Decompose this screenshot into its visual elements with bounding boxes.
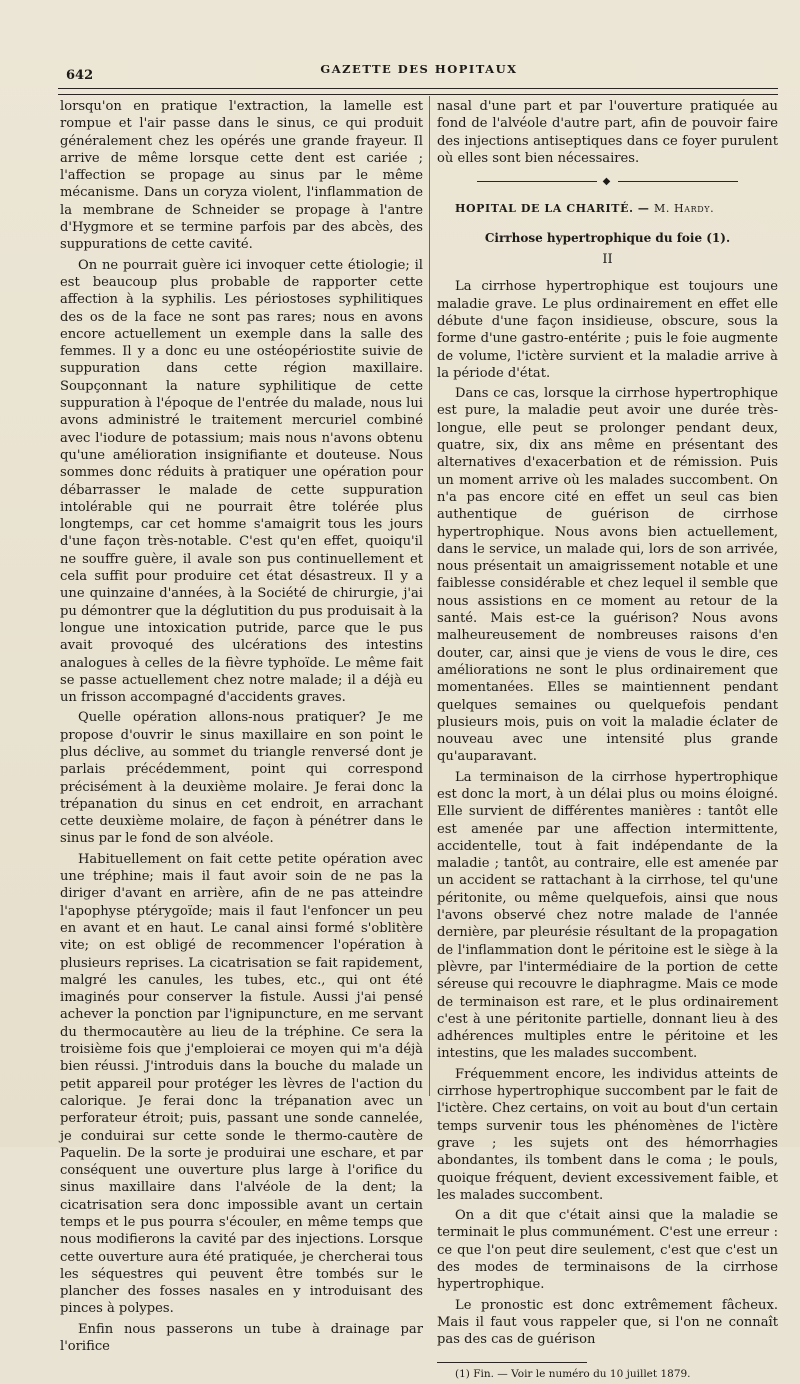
left-paragraph: Quelle opération allons-nous pratiquer? Je me propose d'ouvrir le sinus maxillaire en son point le plus déclive, au sommet du triangle renversé dont je parlais précédemment, point qui correspond précisément à la deuxième molaire. Je ferai donc la trépanation du sinus en cet endroit, en arrachant cette deuxième molaire, de façon à pénétrer dans le sinus par le fond de son alvéole.: [60, 710, 423, 847]
right-paragraph: La cirrhose hypertrophique est toujours une maladie grave. Le plus ordinairement en effet elle débute d'une façon insidieuse, obscure, sous la forme d'une gastro-entérite ; puis le foie augmente de volume, l'ictère survient et la maladie arrive à la période d'état.: [437, 279, 778, 381]
footnote: (1) Fin. — Voir le numéro du 10 juillet 1879.: [455, 1368, 691, 1381]
right-paragraph: Fréquemment encore, les individus atteints de cirrhose hypertrophique succombent par le fait de l'ictère. Chez certains, on voit au bout d'un certain temps survenir tous les phénomènes de l'ictère grave ; les sujets ont des hémorrhagies abondantes, ils tombent dans le coma ; le pouls, quoique fréquent, devient excessivement faible, et les malades succombent.: [437, 1066, 778, 1203]
footnote-rule: [437, 1362, 587, 1363]
ornament-divider: ◆: [437, 173, 778, 190]
hospital-author: M. Hardy.: [653, 202, 715, 216]
right-paragraph: Dans ce cas, lorsque la cirrhose hypertrophique est pure, la maladie peut avoir une durée très-longue, elle peut se prolonger pendant deux, quatre, six, dix ans même en présentant des alternatives d'exacerbation et de rémission. Puis un moment arrive où les malades succombent. On n'a pas encore cité en effet un seul cas bien authentique de guérison de cirrhose hypertrophique. Nous avons bien actuellement, dans le service, un malade qui, lors de son arrivée, nous présentait un amaigrissement notable et une faiblesse considérable et chez lequel il semble que nous assistions en ce moment au retour de la santé. Mais est-ce la guérison? Nous avons malheureusement de nombreuses raisons d'en douter, car, ainsi que je viens de vous le dire, ces améliorations ne sont le plus ordinairement que momentanées. Elles se maintiennent pendant quelques semaines ou quelquefois pendant plusieurs mois, puis on voit la maladie éclater de nouveau avec une intensité plus grande qu'auparavant.: [437, 386, 778, 765]
continuation-paragraph: nasal d'une part et par l'ouverture pratiquée au fond de l'alvéole d'autre part, afin de pouvoir faire des injections antiseptiques dans ce foyer purulent où elles sont bien nécessaires.: [437, 99, 778, 166]
right-column: [437, 98, 778, 1384]
page-number: 642: [66, 68, 94, 83]
left-column: [60, 98, 423, 1358]
column-divider: [429, 96, 430, 1096]
section-number: II: [602, 252, 613, 268]
hospital-name: HOPITAL DE LA CHARITÉ. —: [455, 202, 650, 216]
left-paragraph: Habituellement on fait cette petite opération avec une tréphine; mais il faut avoir soin de ne pas la diriger d'avant en arrière, afin de ne pas atteindre l'apophyse ptérygoïde; mais il faut l'enfoncer un peu en avant et en haut. Le canal ainsi formé s'oblitère vite; on est obligé de recommencer l'opération à plusieurs reprises. La cicatrisation se fait rapidement, malgré les canules, les tubes, etc., qui ont été imaginés pour conserver la fistule. Aussi j'ai pensé achever la ponction par l'ignipuncture, en me servant du thermocautère au lieu de la tréphine. Ce sera la troisième fois que j'emploierai ce moyen qui m'a déjà bien réussi. J'introduis dans la bouche du malade un petit appareil pour protéger les lèvres de l'action du calorique. Je ferai donc la trépanation avec un perforateur étroit; puis, passant une sonde cannelée, je conduirai sur cette sonde le thermo-cautère de Paquelin. De la sorte je produirai une eschare, et par conséquent une ouverture plus large à l'orifice du sinus maxillaire dans l'alvéole de la dent; la cicatrisation sera donc impossible avant un certain temps et le pus pourra s'écouler, en même temps que nous modifierons la cavité par des injections. Lorsque cette ouverture aura été pratiquée, je chercherai tous les séquestres qui peuvent être tombés sur le plancher des fosses nasales en y introduisant des pinces à polypes.: [60, 851, 423, 1317]
right-paragraph: La terminaison de la cirrhose hypertrophique est donc la mort, à un délai plus ou moins éloigné. Elle survient de différentes manières : tantôt elle est amenée par une affection intermittente, accidentelle, tout à fait indépendante de la maladie ; tantôt, au contraire, elle est amenée par un accident se rattachant à la cirrhose, tel qu'une péritonite, ou même quelquefois, ainsi que nous l'avons observé chez notre malade de l'année dernière, par pleurésie résultant de la propagation de l'inflammation dont le péritoine est le siège à la plèvre, par l'intermédiaire de la portion de cette séreuse qui recouvre le diaphragme. Mais ce mode de terminaison est rare, et le plus ordinairement c'est à une péritonite partielle, donnant lieu à des adhérences multiples entre le péritoine et les intestins, que les malades succombent.: [437, 769, 778, 1062]
hospital-heading: [455, 200, 778, 217]
right-paragraph: On a dit que c'était ainsi que la maladie se terminait le plus communément. C'est une erreur : ce que l'on peut dire seulement, c'est que c'est un des modes de terminaisons de la cirrhose hypertrophique.: [437, 1208, 778, 1293]
right-paragraph: Le pronostic est donc extrêmement fâcheux. Mais il faut vous rappeler que, si l'on ne connaît pas des cas de guérison: [437, 1297, 778, 1348]
left-paragraph: Enfin nous passerons un tube à drainage par l'orifice: [60, 1321, 423, 1355]
page-header: [60, 58, 778, 86]
article-title: Cirrhose hypertrophique du foie (1).: [484, 230, 731, 245]
journal-title: GAZETTE DES HOPITAUX: [320, 62, 518, 76]
left-paragraph: On ne pourrait guère ici invoquer cette étiologie; il est beaucoup plus probable de rapporter cette affection à la syphilis. Les périostoses syphilitiques des os de la face ne sont pas rares; nous en avons encore actuellement un exemple dans la salle des femmes. Il y a donc eu une ostéopériostite suivie de suppuration dans cette région maxillaire. Soupçonnant la nature syphilitique de cette suppuration à l'époque de l'entrée du malade, nous lui avons administré le traitement mercuriel combiné avec l'iodure de potassium; mais nous n'avons obtenu qu'une amélioration insignifiante et douteuse. Nous sommes donc réduits à pratiquer une opération pour débarrasser le malade de cette suppuration intolérable qui ne pourrait être tolérée plus longtemps, car cet homme s'amaigrit tous les jours d'une façon très-notable. C'est qu'en effet, quoiqu'il ne souffre guère, il avale son pus continuellement et cela suffit pour produire cet état désastreux. Il y a une quinzaine d'années, à la Société de chirurgie, j'ai pu démontrer que la déglutition du pus produisait à la longue une intoxication putride, parce que le pus avait provoqué des ulcérations des intestins analogues à celles de la fièvre typhoïde. Le même fait se passe actuellement chez notre malade; il a déjà eu un frisson accompagné d'accidents graves.: [60, 257, 423, 706]
left-paragraph: lorsqu'on en pratique l'extraction, la lamelle est rompue et l'air passe dans le sinus, ce qui produit généralement chez les opérés une grande frayeur. Il arrive de même lorsque cette dent est cariée ; l'affection se propage au sinus par le même mécanisme. Dans un coryza violent, l'inflammation de la membrane de Schneider se propage à l'antre d'Hygmore et se termine parfois par des abcès, des suppurations de cette cavité.: [60, 99, 423, 253]
header-rule: [58, 88, 778, 95]
